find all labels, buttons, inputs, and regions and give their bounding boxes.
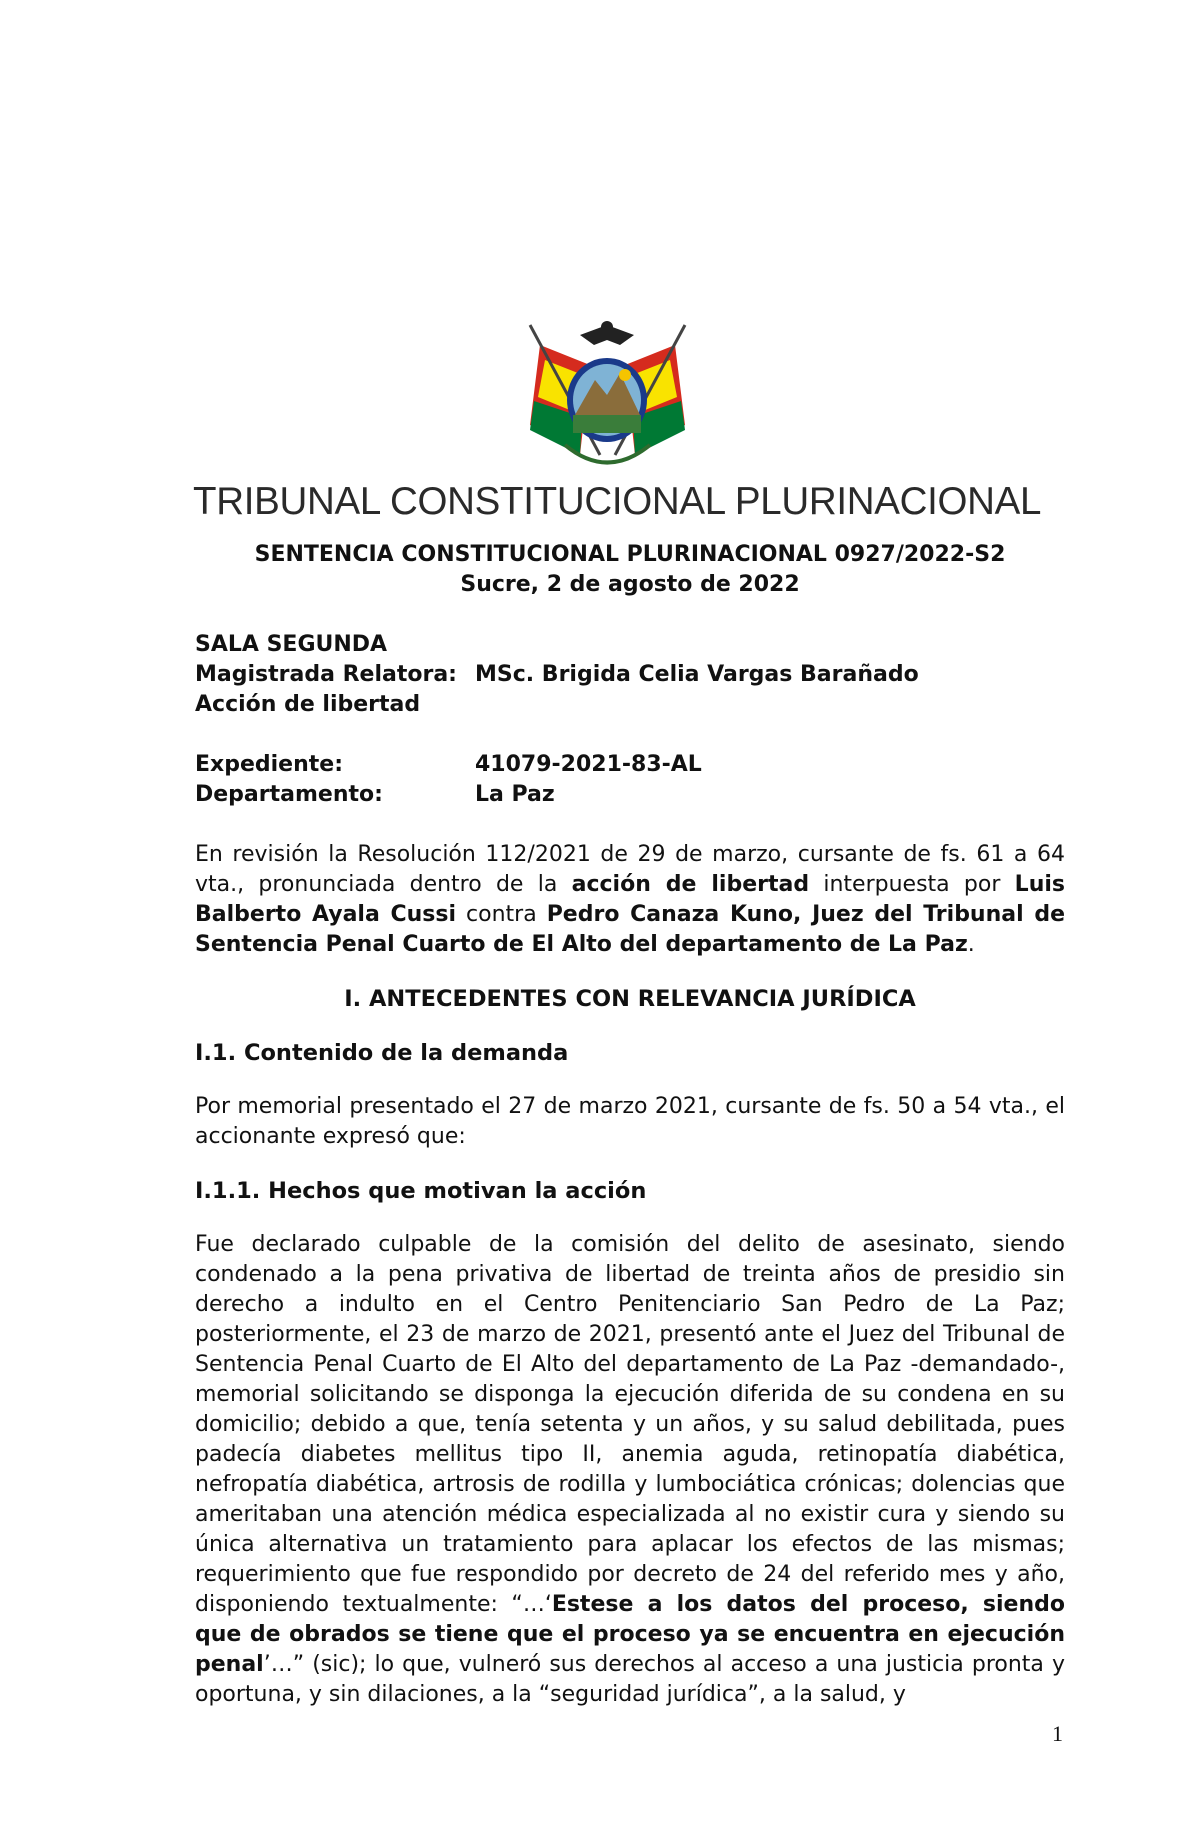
sala-label: SALA SEGUNDA (195, 632, 388, 657)
expediente-label: Expediente: (195, 752, 343, 777)
accion-label: Acción de libertad (195, 692, 421, 717)
expediente-row (195, 750, 1065, 780)
institution-name: TRIBUNAL CONSTITUCIONAL PLURINACIONAL (193, 480, 1042, 523)
bolivia-coat-of-arms-icon (520, 305, 695, 480)
facts-text-1: Fue declarado culpable de la comisión del delito de asesinato, siendo condenado a la pena privativa de libertad de treinta años de presidio sin derecho a indulto en el Centro Penitenciario San Pedro de La Paz; posteriormente, el 23 de marzo de 2021, presentó ante el Juez del Tribunal de Sentencia Penal Cuarto de El Alto del departamento de La Paz -demandado-, memorial solicitando se disponga la ejecución diferida de su condena en su domicilio; debido a que, tenía setenta y un años, y su salud debilitada, pues padecía diabetes mellitus tipo II, anemia aguda, retinopatía diabética, nefropatía diabética, artrosis de rodilla y lumbociática crónicas; dolencias que ameritaban una atención médica especializada al no existir cura y siendo su única alternativa un tratamiento para aplacar los efectos de las mismas; requerimiento que fue respondido por decreto de 24 del referido mes y año, disponiendo textualmente: “…‘ (195, 1232, 1065, 1617)
intro-bold-3: Pedro Canaza Kuno, Juez del Tribunal de Sentencia Penal Cuarto de El Alto del departamento de La Paz (195, 902, 1065, 957)
magistrada-value: MSc. Brigida Celia Vargas Barañado (475, 662, 919, 687)
intro-text-4: . (967, 932, 975, 957)
date-line: Sucre, 2 de agosto de 2022 (460, 572, 800, 597)
intro-text-2: interpuesta por (809, 872, 1015, 897)
subsection-title-2: I.1.1. Hechos que motivan la acción (195, 1178, 647, 1204)
departamento-value: La Paz (475, 782, 555, 807)
intro-bold-1: acción de libertad (571, 872, 810, 897)
facts-text-2: ’…” (sic); lo que, vulneró sus derechos al acceso a una justicia pronta y oportuna, y sin dilaciones, a la “seguridad jurídica”, a la salud, y (195, 1652, 1065, 1707)
section-title: I. ANTECEDENTES CON RELEVANCIA JURÍDICA (344, 986, 916, 1012)
magistrada-row (195, 660, 1065, 690)
subsection-title-1: I.1. Contenido de la demanda (195, 1040, 569, 1066)
sentencia-title: SENTENCIA CONSTITUCIONAL PLURINACIONAL 0927/2022-S2 (254, 542, 1006, 567)
facts-paragraph (195, 1230, 1065, 1710)
document-body (195, 540, 1065, 1710)
page-number: 1 (1052, 1721, 1063, 1746)
intro-paragraph (195, 840, 1065, 960)
intro-bold-2: Luis Balberto Ayala Cussi (195, 872, 1065, 927)
expediente-value: 41079-2021-83-AL (475, 752, 702, 777)
facts-bold-quote: Estese a los datos del proceso, siendo que de obrados se tiene que el proceso ya se encuentra en ejecución penal (195, 1592, 1065, 1677)
magistrada-label: Magistrada Relatora: (195, 662, 457, 687)
departamento-label: Departamento: (195, 782, 383, 807)
departamento-row (195, 780, 1065, 810)
intro-text-1: En revisión la Resolución 112/2021 de 29 de marzo, cursante de fs. 61 a 64 vta., pronunciada dentro de la (195, 842, 1065, 897)
intro-text-3: contra (456, 902, 547, 927)
demand-paragraph: Por memorial presentado el 27 de marzo 2021, cursante de fs. 50 a 54 vta., el accionante expresó que: (195, 1094, 1065, 1149)
